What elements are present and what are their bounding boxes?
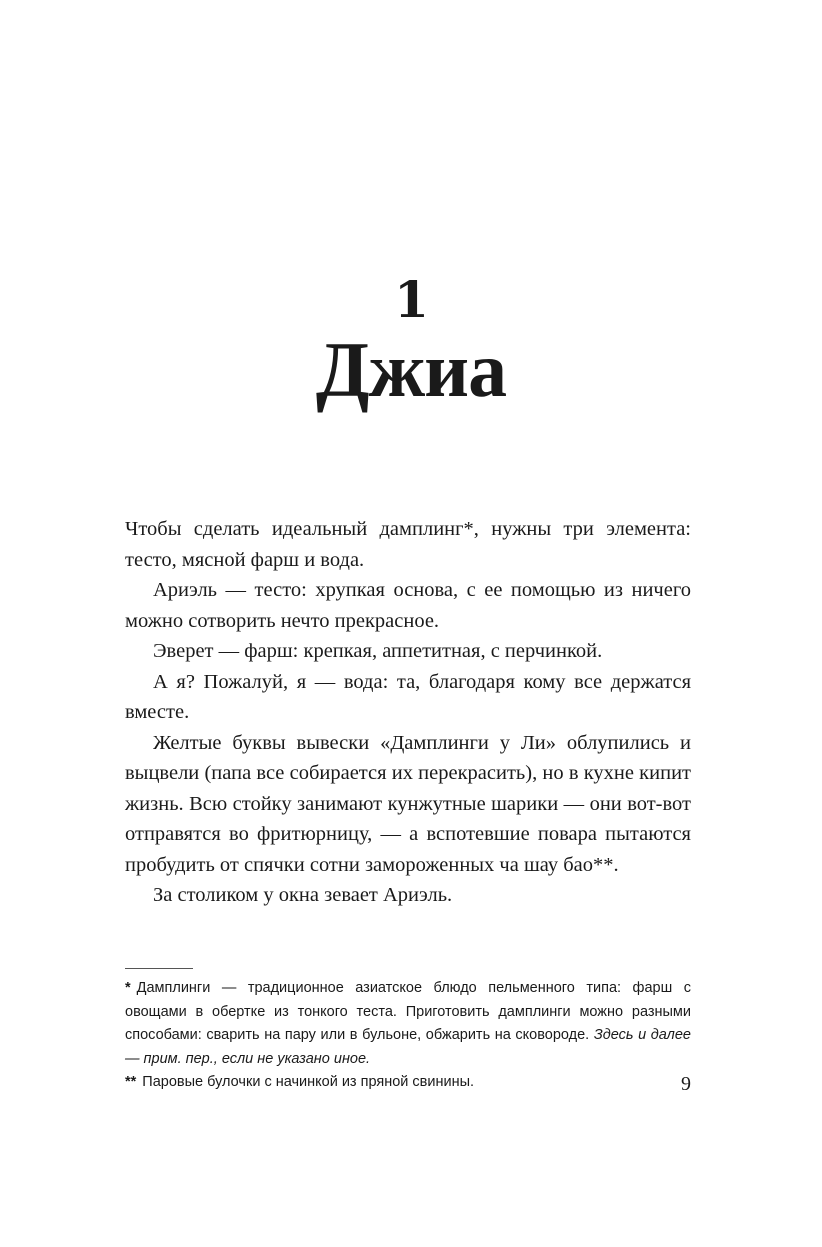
paragraph: Эверет — фарш: крепкая, аппетитная, с перчинкой. <box>153 640 603 662</box>
footnote-italic-note: Здесь и далее — прим. пер., если не указано иное. <box>125 1027 691 1067</box>
paragraph: За столиком у окна зевает Ариэль. <box>153 884 453 906</box>
footnote <box>125 977 691 1071</box>
footnote-divider <box>125 968 193 969</box>
paragraph: Ариэль — тесто: хрупкая основа, с ее помощью из ничего можно сотворить нечто прекрасное. <box>125 579 691 632</box>
paragraph: Чтобы сделать идеальный дамплинг*, нужны три элемента: тесто, мясной фарш и вода. <box>125 518 691 571</box>
paragraph: А я? Пожалуй, я — вода: та, благодаря кому все держатся вместе. <box>125 670 691 723</box>
paragraph: Желтые буквы вывески «Дамплинги у Ли» облупились и выцвели (папа все собирается их перекрасить), но в кухне кипит жизнь. Всю стойку занимают кунжутные шарики — они вот-вот отправятся во фритюрницу, — а вспотевшие повара пытаются пробудить от спячки сотни замороженных ча шау бао**. <box>125 731 691 876</box>
footnote-text: Паровые булочки с начинкой из пряной свинины. <box>142 1074 475 1090</box>
chapter-title: Джиа <box>315 326 507 413</box>
page-number: 9 <box>681 1073 691 1095</box>
footnotes <box>125 977 691 1095</box>
footnote <box>125 1071 691 1095</box>
footnote-text: Дамплинги — традиционное азиатское блюдо пельменного типа: фарш с овощами в обертке из тонкого теста. Приготовить дамплинги можно разными способами: сварить на пару или в бульоне, обжарить на сковороде. <box>125 980 691 1043</box>
body-text <box>125 514 691 911</box>
chapter-number: 1 <box>394 270 428 329</box>
footnote-mark: * <box>125 980 131 996</box>
footnote-mark: ** <box>125 1074 137 1090</box>
